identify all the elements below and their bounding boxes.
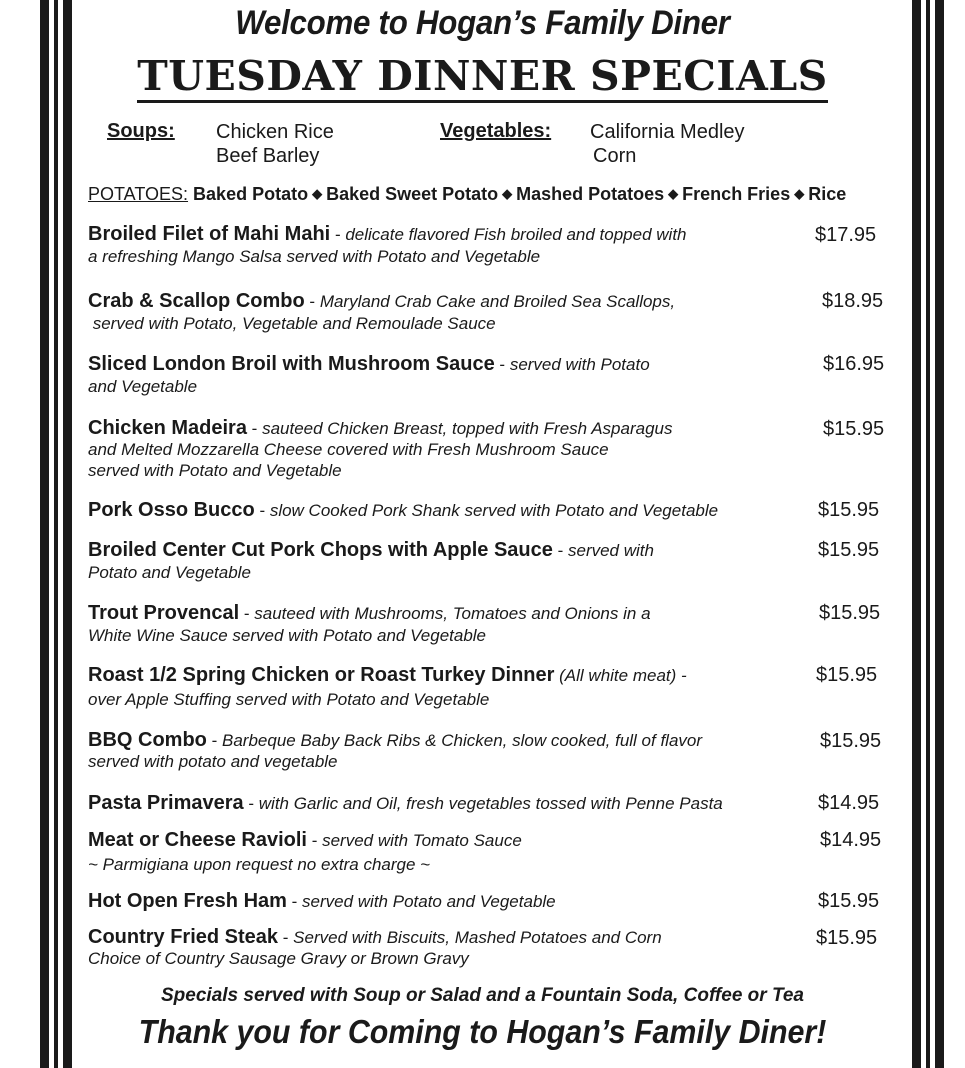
potatoes-heading: POTATOES: [88, 184, 189, 204]
menu-item [88, 602, 818, 647]
item-name: Broiled Filet of Mahi Mahi [88, 223, 331, 245]
item-separator: - [243, 794, 259, 813]
potato-option: Rice [808, 184, 847, 204]
soup-item: Beef Barley [216, 145, 320, 167]
item-name: Country Fried Steak [88, 926, 279, 948]
item-name: Pork Osso Bucco [88, 499, 255, 521]
item-name: Meat or Cheese Ravioli [88, 829, 307, 851]
item-price: $15.95 [818, 539, 880, 561]
diamond-icon: ◆ [668, 186, 679, 201]
item-separator: - [286, 892, 303, 911]
item-description-line: served with potato and vegetable [88, 752, 338, 771]
item-name: Crab & Scallop Combo [88, 290, 305, 312]
item-description-line: served with Potato, Vegetable and Remoulade Sauce [88, 314, 496, 333]
potato-option: French Fries [682, 184, 791, 204]
item-description-line: and Vegetable [88, 377, 198, 396]
item-name: Sliced London Broil with Mushroom Sauce [88, 353, 495, 375]
item-description: Barbeque Baby Back Ribs & Chicken, slow cooked, full of flavor [222, 731, 703, 750]
menu-item [88, 353, 818, 398]
menu-item [88, 927, 818, 969]
item-description-line: over Apple Stuffing served with Potato and Vegetable [88, 690, 490, 709]
vegetable-item: Corn [593, 145, 637, 167]
soup-item: Chicken Rice [216, 121, 334, 143]
item-description: served with [567, 541, 654, 560]
item-description: with Garlic and Oil, fresh vegetables tossed with Penne Pasta [258, 794, 723, 813]
item-description-line: Potato and Vegetable [88, 563, 251, 582]
item-description: sauteed Chicken Breast, topped with Fresh Asparagus [262, 419, 673, 438]
item-description-line: White Wine Sauce served with Potato and Vegetable [88, 626, 487, 645]
item-description-line: served with Potato and Vegetable [88, 461, 342, 480]
left-border-middle [54, 0, 58, 1068]
left-border-inner [63, 0, 72, 1068]
item-separator: - [239, 604, 255, 623]
vegetables-list [590, 120, 745, 168]
item-description: served with Potato and Vegetable [302, 892, 556, 911]
menu-item [88, 290, 818, 335]
menu-item [88, 418, 818, 481]
item-price: $15.95 [816, 927, 878, 949]
item-price: $15.95 [816, 664, 878, 686]
item-price: $15.95 [820, 730, 882, 752]
item-name: Chicken Madeira [88, 417, 247, 439]
menu-item [88, 223, 818, 268]
item-description-line: a refreshing Mango Salsa served with Potato and Vegetable [88, 247, 541, 266]
menu-item [88, 664, 818, 711]
item-price: $17.95 [815, 224, 877, 246]
menu-title-text: TUESDAY DINNER SPECIALS [137, 52, 828, 103]
item-description-line: ~ Parmigiana upon request no extra charge ~ [88, 855, 431, 874]
item-description: delicate flavored Fish broiled and topped with [345, 225, 687, 244]
potato-option: Baked Sweet Potato [326, 184, 499, 204]
item-price: $14.95 [820, 829, 882, 851]
item-separator: - [278, 928, 294, 947]
vegetables-heading: Vegetables: [440, 120, 552, 142]
item-description-line: and Melted Mozzarella Cheese covered with Fresh Mushroom Sauce [88, 440, 609, 459]
left-border-outer [40, 0, 49, 1068]
specials-footer-note: Specials served with Soup or Salad and a Fountain Soda, Coffee or Tea [161, 985, 804, 1006]
soups-heading: Soups: [107, 120, 175, 142]
welcome-heading: Welcome to Hogan’s Family Diner [235, 4, 730, 42]
right-border-middle [926, 0, 930, 1068]
item-price: $15.95 [823, 418, 885, 440]
item-name: Hot Open Fresh Ham [88, 890, 287, 912]
item-name: Broiled Center Cut Pork Chops with Apple Sauce [88, 539, 553, 561]
item-name: Roast 1/2 Spring Chicken or Roast Turkey Dinner [88, 664, 555, 686]
item-separator: - [494, 355, 510, 374]
item-separator: - [306, 831, 323, 850]
menu-item [88, 499, 848, 522]
potato-option: Mashed Potatoes [516, 184, 665, 204]
item-description: Maryland Crab Cake and Broiled Sea Scallops, [319, 292, 676, 311]
vegetable-item: California Medley [590, 121, 745, 143]
item-price: $15.95 [818, 890, 880, 912]
item-note: (All white meat) - [559, 666, 687, 685]
item-description-line: Choice of Country Sausage Gravy or Brown Gravy [88, 949, 469, 968]
item-separator: - [552, 541, 568, 560]
item-price: $15.95 [818, 499, 880, 521]
menu-item [88, 792, 848, 815]
item-price: $16.95 [823, 353, 885, 375]
item-description: served with Potato [509, 355, 650, 374]
item-separator: - [304, 292, 320, 311]
menu-item [88, 890, 818, 913]
menu-item [88, 829, 818, 876]
potato-option: Baked Potato [193, 184, 309, 204]
soups-list [216, 120, 334, 168]
item-description: served with Tomato Sauce [322, 831, 522, 850]
item-price: $14.95 [818, 792, 880, 814]
item-name: Trout Provencal [88, 602, 240, 624]
item-price: $15.95 [819, 602, 881, 624]
item-separator: - [206, 731, 222, 750]
item-separator: - [330, 225, 346, 244]
menu-item [88, 539, 818, 584]
item-description: slow Cooked Pork Shank served with Potato and Vegetable [269, 501, 719, 520]
item-description: sauteed with Mushrooms, Tomatoes and Onions in a [254, 604, 651, 623]
item-name: BBQ Combo [88, 729, 207, 751]
diamond-icon: ◆ [312, 186, 323, 201]
right-border-outer [935, 0, 944, 1068]
item-price: $18.95 [822, 290, 884, 312]
potatoes-line [88, 184, 846, 205]
diamond-icon: ◆ [502, 186, 513, 201]
diamond-icon: ◆ [794, 186, 805, 201]
item-description: Served with Biscuits, Mashed Potatoes and Corn [293, 928, 662, 947]
item-separator: - [254, 501, 270, 520]
item-name: Pasta Primavera [88, 792, 244, 814]
item-separator: - [246, 419, 263, 438]
right-border-inner [912, 0, 921, 1068]
menu-title [78, 52, 887, 100]
menu-item [88, 730, 848, 772]
thank-you-message: Thank you for Coming to Hogan’s Family Diner! [138, 1013, 827, 1050]
